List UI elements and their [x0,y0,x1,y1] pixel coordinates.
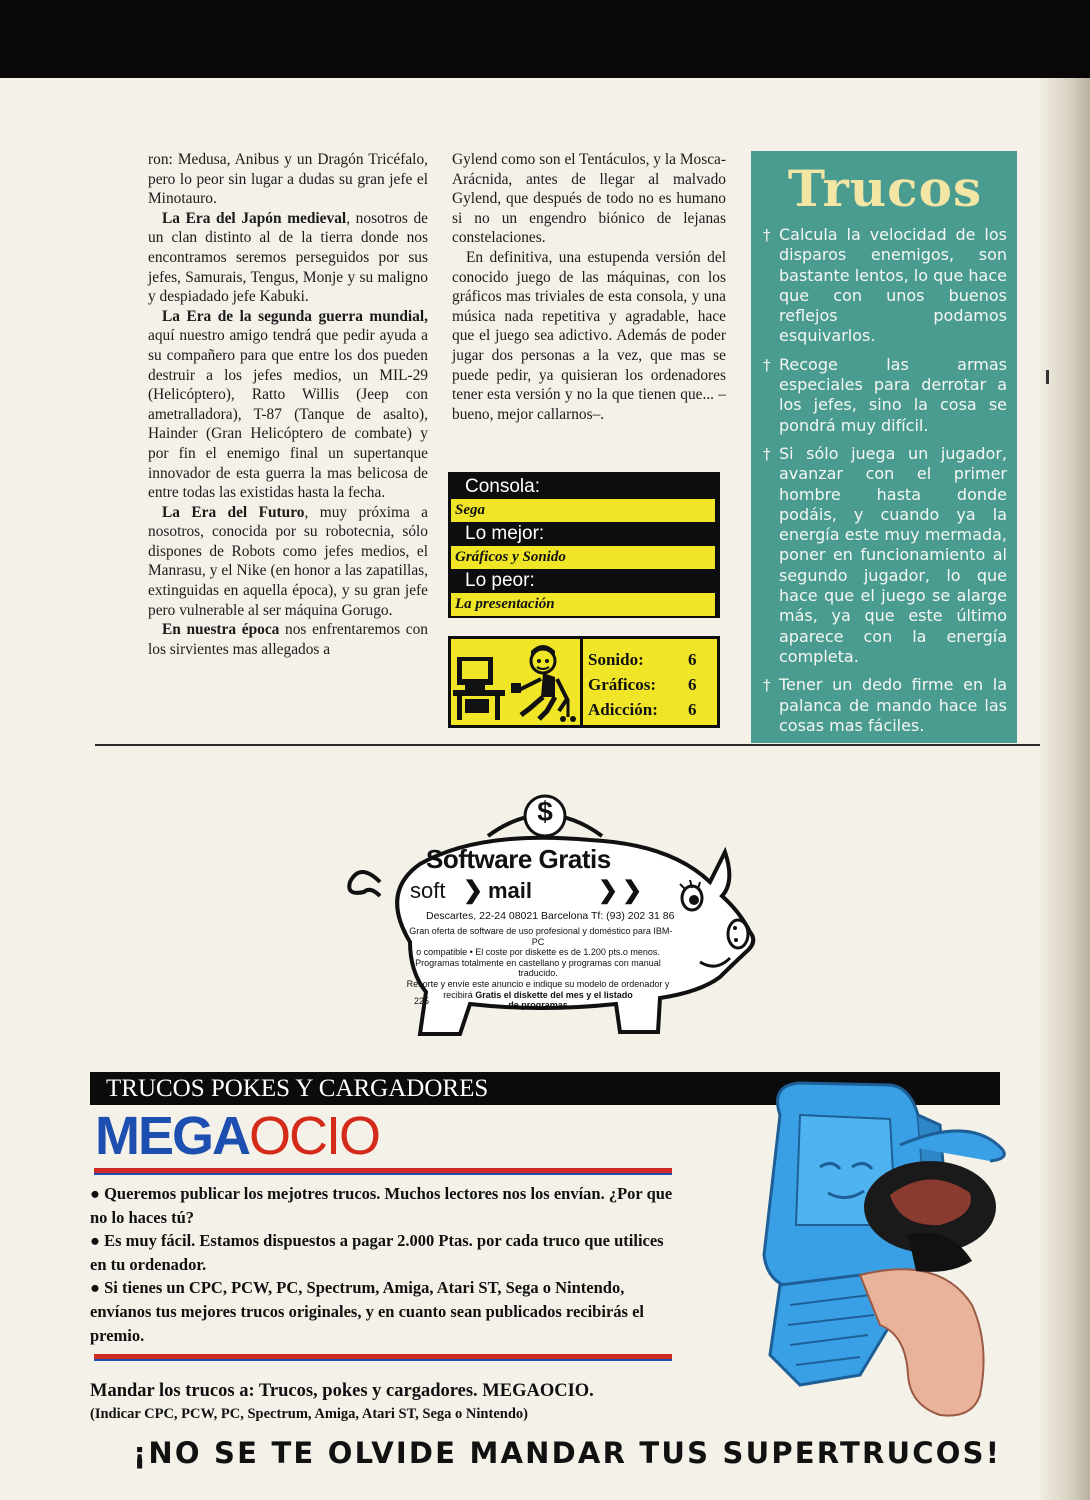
red-rule-bottom [94,1354,672,1361]
brand-soft: soft [410,878,446,903]
page-spine [1040,78,1090,1500]
ad-body-line: Programas totalmente en castellano y programas con manual traducido. [415,957,661,979]
trucos-sidebar [751,151,1017,743]
article-paragraph [148,150,428,209]
score-value: 6 [688,675,697,694]
peor-label: Lo peor: [465,570,535,591]
scores-box [448,636,720,728]
megaocio-logo [95,1108,379,1164]
brand-double-arrow-icon: ❯❯ [598,877,647,904]
cross-bullet-icon: † [763,226,771,244]
gutter-mark [1046,370,1049,384]
truco-item [763,225,1007,347]
red-rule-top [94,1168,672,1175]
ad-body-fragment-bold: Gratis el diskette del mes y el listado [475,989,633,1000]
logo-mega: MEGA [95,1106,249,1166]
score-value: 6 [688,700,697,719]
peor-value: La presentación [451,593,715,616]
truco-text: Recoge las armas especiales para derrotar a los jefes, sino la cosa se pondrá muy difícil. [779,354,1007,435]
brand-mail: mail [488,878,533,903]
ad-body-line: Recorte y envíe este anuncio e indique su modelo de ordenador y [406,978,670,989]
score-label: Adicción: [588,700,658,719]
ad-body-line: • Gran oferta de software de uso profesional y doméstico para IBM-PC [403,926,673,947]
coin-dollar-icon: $ [537,796,553,827]
mejor-value: Gráficos y Sonido [451,546,715,569]
software-gratis-title: Software Gratis [426,844,611,874]
mejor-label: Lo mejor: [465,523,545,544]
article-paragraph [148,620,428,659]
paragraph-lead-in: En nuestra época [162,621,280,639]
consola-value: Sega [451,499,715,522]
score-row-sonido [583,647,717,672]
megaocio-footer [90,1378,730,1424]
truco-item [763,444,1007,667]
score-value: 6 [688,650,697,669]
bullet-text: Es muy fácil. Estamos dispuestos a pagar 2.000 Ptas. por cada truco que utilices en tu ordenador. [90,1231,664,1274]
ad-body-line [398,990,678,1001]
article-paragraph [148,209,428,307]
supertrucos-slogan: ¡NO SE TE OLVIDE MANDAR TUS SUPERTRUCOS! [133,1436,1002,1470]
verdict-box [448,472,720,618]
ad-address: Descartes, 22-24 08021 Barcelona Tf: (93) 202 31 86 [426,910,675,922]
bullet-text: Si tienes un CPC, PCW, PC, Spectrum, Amiga, Atari ST, Sega o Nintendo, envíanos tus mejores trucos originales, y en cuanto sean publicados recibirás el premio. [90,1278,644,1345]
article-paragraph [148,307,428,503]
paragraph-text: En definitiva, una estupenda versión del conocido juego de las máquinas, con los gráficos mas triviales de esta consola, y una música nada repetitiva y agradable, hace que el juego sea adictivo. Además de poder jugar dos personas a la vez, que mas se puede pedir, ya quisieran los ordenadores tener esta versión y no la que tienen que... –bueno, mejor callarnos–. [452,248,726,423]
ad-body-fragment: recibirá [443,989,473,1000]
trucos-pokes-bar: TRUCOS POKES Y CARGADORES [90,1072,1000,1105]
brand-arrow-icon: ❯ [463,877,484,904]
footer-line-1: Mandar los trucos a: Trucos, pokes y cargadores. MEGAOCIO. [90,1381,594,1401]
paragraph-text: nos enfrentaremos con los sirvientes mas allegados a [148,621,428,658]
ad-body-line: o compatible • El coste por diskette es de 1.200 pts.o menos. [416,947,660,958]
software-gratis-ad [340,792,760,1042]
gamer-at-computer-illustration [451,639,580,725]
paragraph-text: ron: Medusa, Anibus y un Dragón Tricéfalo, pero lo peor sin lugar a dudas su gran jefe el Minotauro. [148,151,428,208]
score-row-graficos [583,672,717,697]
score-label: Gráficos: [588,675,656,694]
truco-item [763,675,1007,736]
truco-item [763,355,1007,436]
article-column-2 [452,150,726,424]
ad-body-line: de programas [508,1000,568,1011]
cross-bullet-icon: † [763,676,771,695]
cross-bullet-icon: † [763,444,771,463]
truco-text: Si sólo juega un jugador, avanzar con el primer hombre hasta donde podáis, y cuando ya la energía este muy mermada, poner en funcionamiento al segundo jugador, lo que hace que el juego se alarge más, ya que este último aparece con la energía completa. [779,443,1007,666]
consola-label: Consola: [465,476,540,497]
article-column-1 [148,150,428,659]
article-paragraph [148,503,428,621]
paragraph-lead-in: La Era del Futuro [162,503,305,521]
truco-text: Tener un dedo firme en la palanca de mando hace las cosas mas fáciles. [779,675,1007,735]
bullet-text: Queremos publicar los mejotres trucos. Muchos lectores nos los envían. ¿Por que no lo haces tú? [90,1184,673,1227]
paragraph-lead-in: La Era de la segunda guerra mundial, [162,307,428,325]
paragraph-text: , nosotros de un clan distinto al de la tierra donde nos encontramos seremos perseguidos por sus jefes, Samurais, Tengus, Monje y su maligno y despiadado jefe Kabuki. [148,209,429,306]
megaocio-bullets [90,1182,680,1347]
score-label: Sonido: [588,650,644,669]
score-row-adiccion [583,697,717,722]
ad-code: 225 [414,996,430,1006]
paragraph-lead-in: La Era del Japón medieval [162,209,347,227]
bullet-item: ● Si tienes un CPC, PCW, PC, Spectrum, Amiga, Atari ST, Sega o Nintendo, envíanos tus mejores trucos originales, y en cuanto sean publicados recibirás el premio. [90,1278,644,1345]
trucos-title: Trucos [787,159,983,218]
truco-text: Calcula la velocidad de los disparos enemigos, son bastante lentos, lo que hace que con unos buenos reflejos podamos esquivarlos. [779,225,1007,346]
blue-computer-robot-illustration [740,1075,1040,1420]
paragraph-text: , muy próxima a nosotros, conocida por su robotecnia, sólo dispones de Robots como jefes medios, el Manrasu, y el Nike (en honor a las zapatillas, extinguidas en aquella época), y su gran jefe pero vulnerable al ser máquina Gorugo. [148,503,429,619]
bullet-item: ● Es muy fácil. Estamos dispuestos a pagar 2.000 Ptas. por cada truco que utilices en tu ordenador. [90,1231,664,1274]
ad-body [398,926,678,1011]
logo-ocio: OCIO [249,1106,380,1166]
article-paragraph [452,150,726,248]
section-divider [95,744,1040,746]
scores-table [583,639,717,725]
paragraph-text: aquí nuestro amigo tendrá que pedir ayuda a su compañero para que entre los dos pueden destruir a los jefes medios, un MIL-29 (Helicóptero), Ratto Willis (Jeep con ametralladora), T-87 (Tanque de asalto), Hainder (Gran Helicóptero de combate) y por fin el enemigo final un supertanque innovador de esta guerra la mas belicosa de entre todas las existidas hasta la fecha. [148,327,428,502]
footer-line-2: (Indicar CPC, PCW, PC, Spectrum, Amiga, Atari ST, Sega o Nintendo) [90,1406,528,1422]
cross-bullet-icon: † [763,355,771,374]
paragraph-text: Gylend como son el Tentáculos, y la Mosca-Arácnida, antes de llegar al malvado Gylend, que después de todo no es humano si no un engendro biónico de lejanas constelaciones. [452,151,726,247]
article-paragraph [452,248,726,424]
bullet-item: ● Queremos publicar los mejotres trucos. Muchos lectores nos los envían. ¿Por que no lo haces tú? [90,1184,673,1227]
